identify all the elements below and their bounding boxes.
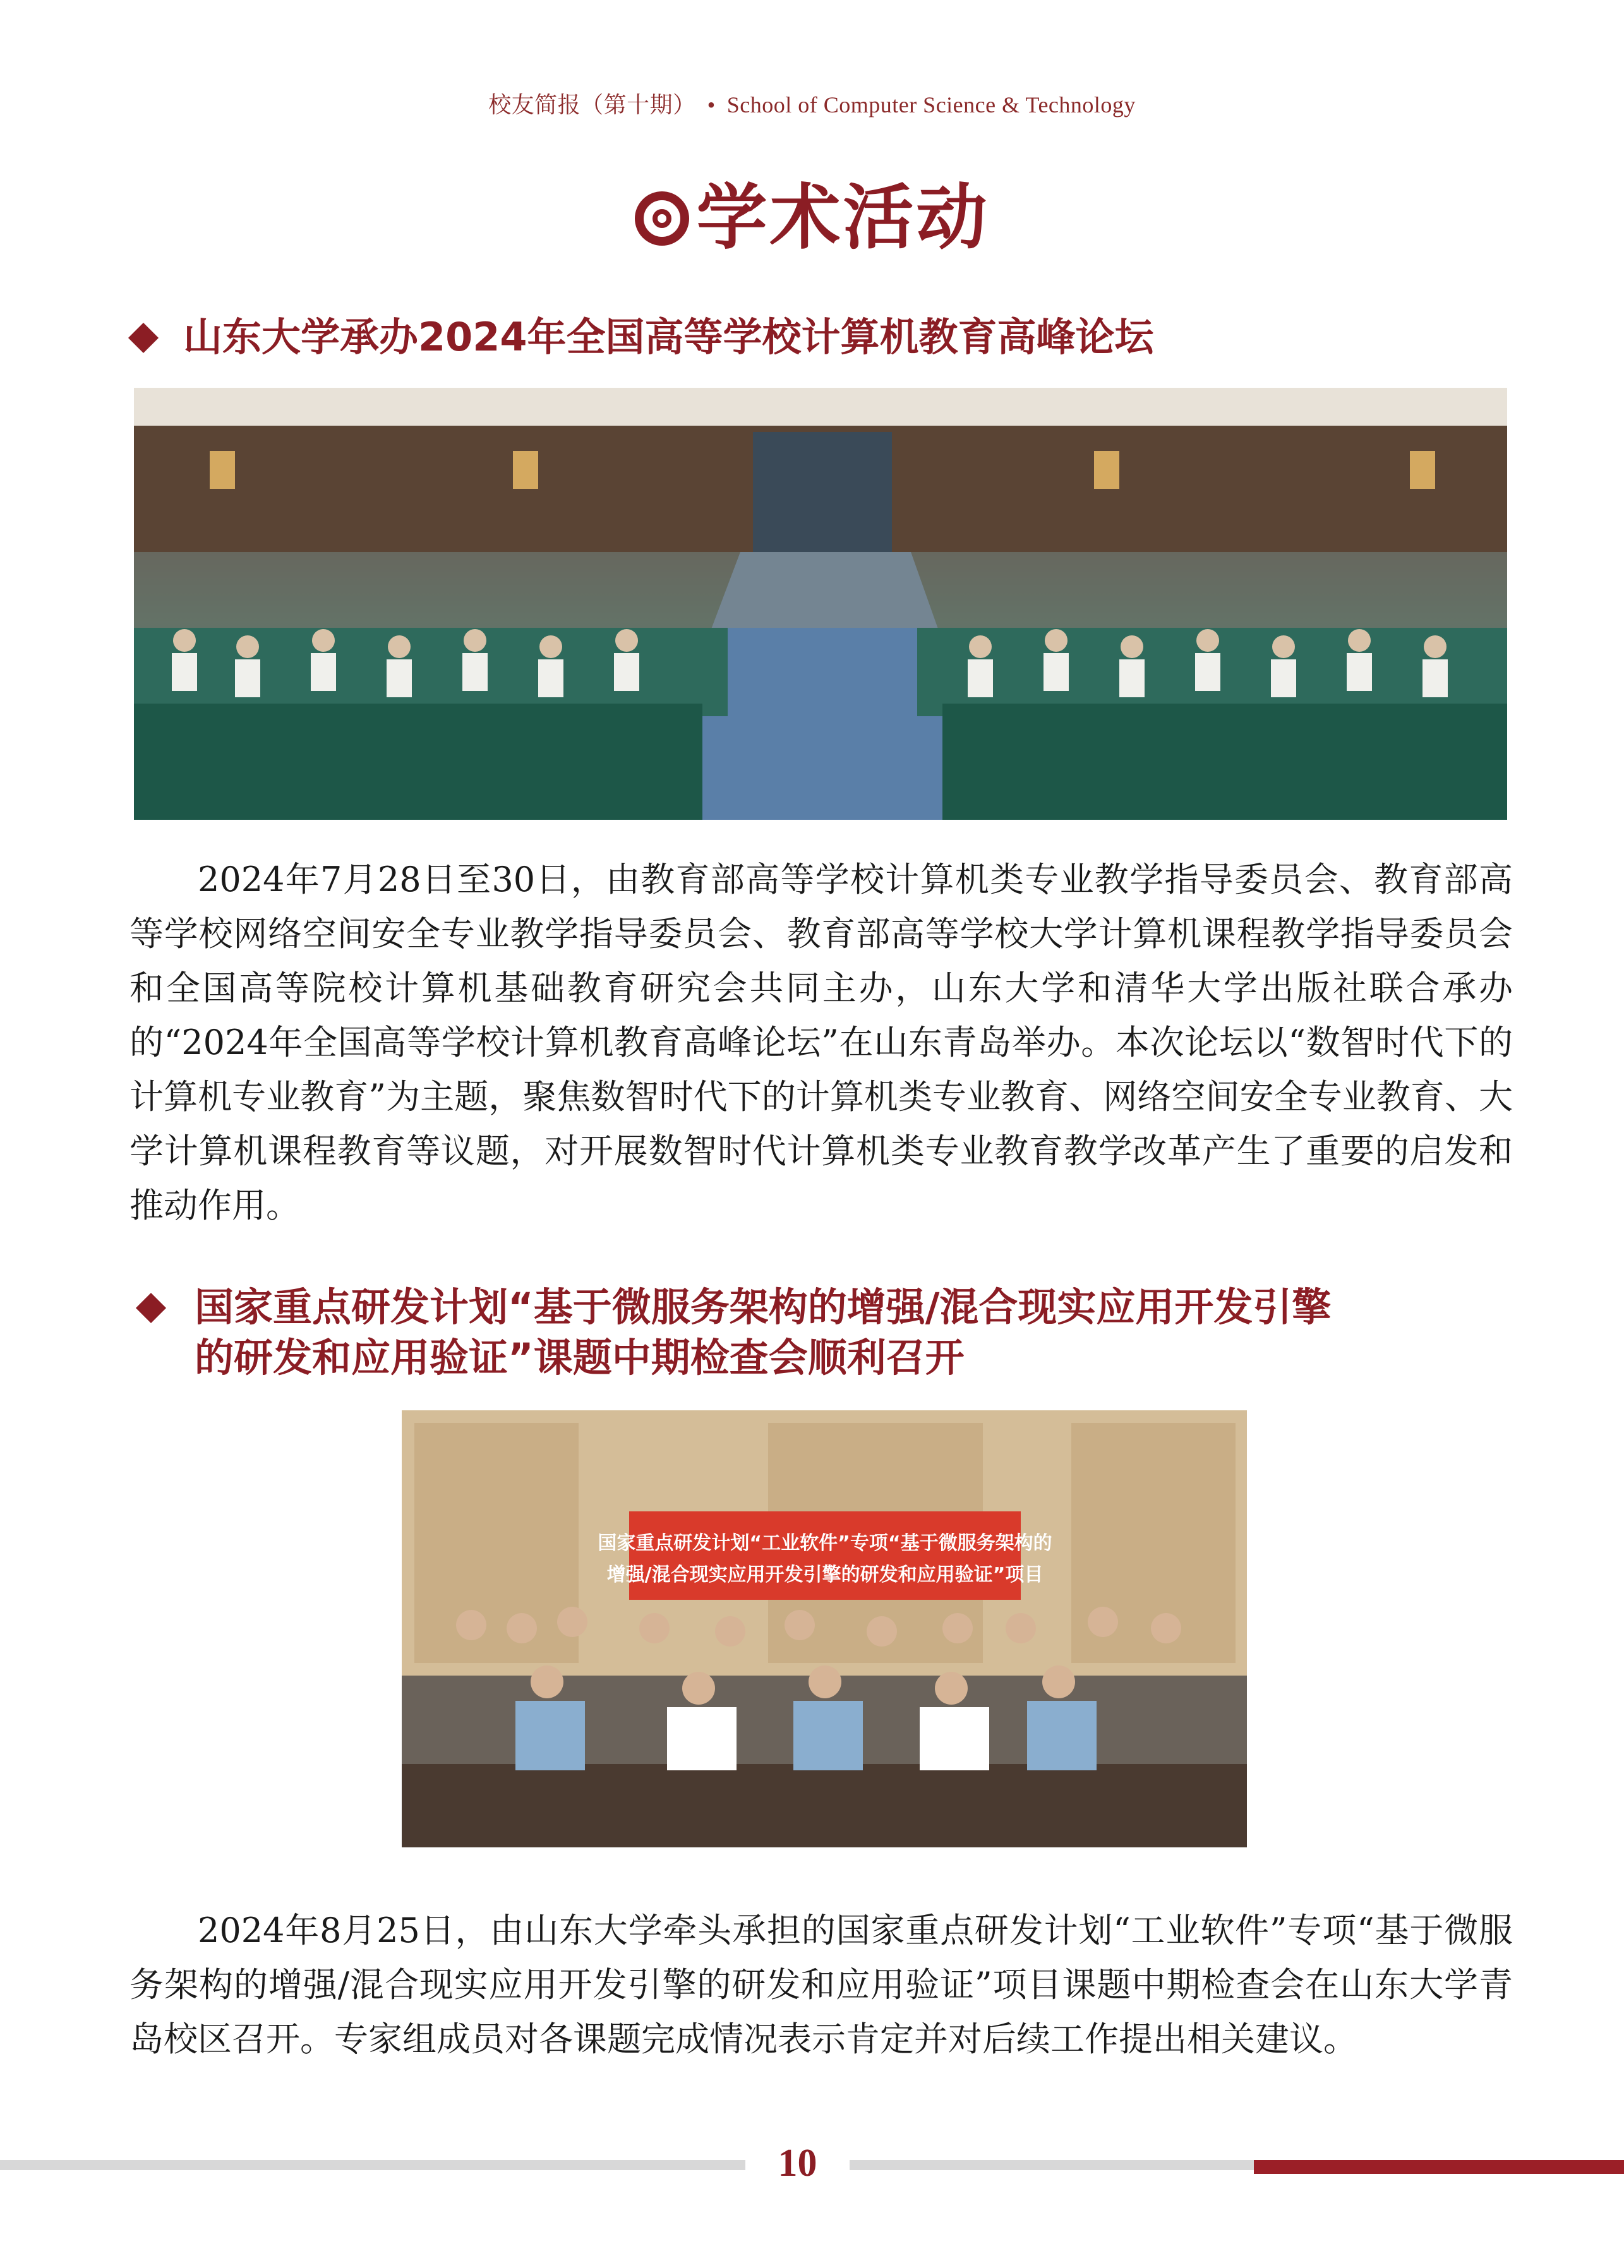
header-school: School of Computer Science & Technology bbox=[726, 92, 1136, 117]
section-title-text: 学术活动 bbox=[696, 177, 990, 259]
article-title-line2: 的研发和应用验证”课题中期检查会顺利召开 bbox=[195, 1335, 965, 1381]
header-separator: • bbox=[707, 92, 716, 117]
conference-hall-photo bbox=[134, 388, 1507, 820]
article-title-text: 山东大学承办2024年全国高等学校计算机教育高峰论坛 bbox=[183, 314, 1154, 360]
article-body-forum: 2024年7月28日至30日，由教育部高等学校计算机类专业教学指导委员会、教育部高等学校网络空间安全专业教学指导委员会、教育部高等学校大学计算机课程教学指导委员会和全国高等院校计算机基础教育研究会共同主办，山东大学和清华大学出版社联合承办的“2024年全国高等学校计算机教育高峰论坛”在山东青岛举办。本次论坛以“数智时代下的计算机专业教育”为主题，聚焦数智时代下的计算机类专业教育、网络空间安全专业教育、大学计算机课程教育等议题，对开展数智时代计算机类专业教育教学改革产生了重要的启发和推动作用。 bbox=[129, 860, 1513, 1225]
footer-divider-mid bbox=[850, 2160, 1254, 2170]
footer-divider-left bbox=[0, 2160, 745, 2170]
footer-accent-bar bbox=[1254, 2160, 1624, 2174]
article-title-midterm-review bbox=[140, 1282, 1553, 1383]
banner-line-2: 增强/混合现实应用开发引擎的研发和应用验证”项目 bbox=[606, 1564, 1044, 1586]
conference-hall-illustration bbox=[134, 388, 1507, 820]
running-header bbox=[0, 87, 1624, 119]
diamond-bullet-icon bbox=[136, 1293, 166, 1323]
page-number: 10 bbox=[778, 2142, 817, 2185]
group-photo-illustration bbox=[402, 1410, 1247, 1847]
article-title-forum bbox=[133, 312, 1573, 363]
group-photo bbox=[402, 1410, 1247, 1847]
header-issue: 校友简报（第十期） bbox=[488, 92, 696, 117]
banner-line-1: 国家重点研发计划“工业软件”专项“基于微服务架构的 bbox=[598, 1532, 1052, 1554]
diamond-bullet-icon bbox=[128, 323, 159, 353]
article-title-line1: 国家重点研发计划“基于微服务架构的增强/混合现实应用开发引擎 bbox=[195, 1284, 1332, 1330]
double-circle-icon bbox=[635, 191, 689, 246]
section-title bbox=[0, 161, 1624, 263]
article-body-midterm-review: 2024年8月25日，由山东大学牵头承担的国家重点研发计划“工业软件”专项“基于微服务架构的增强/混合现实应用开发引擎的研发和应用验证”项目课题中期检查会在山东大学青岛校区召开。专家组成员对各课题完成情况表示肯定并对后续工作提出相关建议。 bbox=[129, 1911, 1513, 2059]
